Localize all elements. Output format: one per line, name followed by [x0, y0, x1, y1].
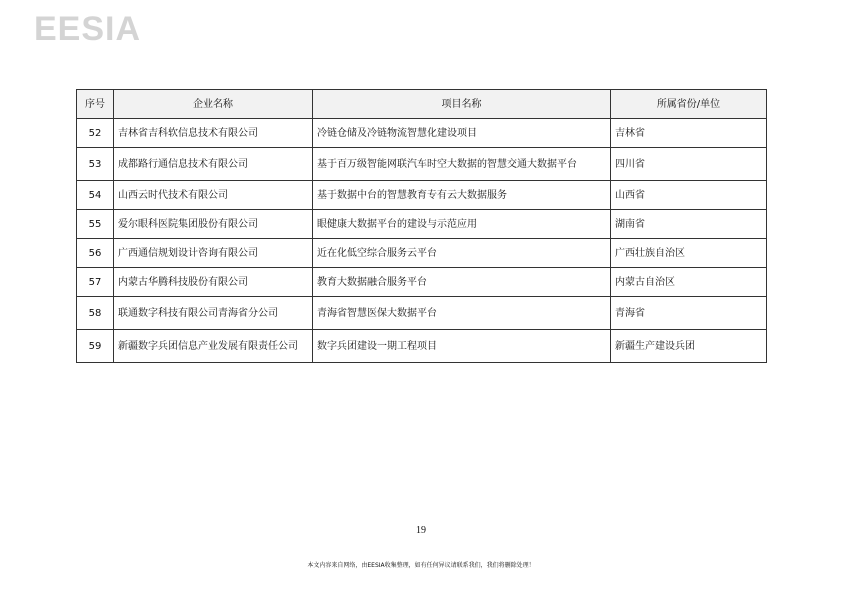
company-name-cell: 爱尔眼科医院集团股份有限公司	[114, 210, 313, 239]
table-row	[77, 297, 767, 330]
row-number: 59	[77, 330, 114, 363]
province-cell: 吉林省	[611, 119, 767, 148]
project-name-cell: 冷链仓储及冷链物流智慧化建设项目	[313, 119, 611, 148]
project-name-cell: 近在化低空综合服务云平台	[313, 239, 611, 268]
table-row	[77, 330, 767, 363]
project-name-cell: 教育大数据融合服务平台	[313, 268, 611, 297]
province-cell: 新疆生产建设兵团	[611, 330, 767, 363]
province-cell: 青海省	[611, 297, 767, 330]
company-name-cell: 广西通信规划设计咨询有限公司	[114, 239, 313, 268]
row-number: 52	[77, 119, 114, 148]
row-number: 54	[77, 181, 114, 210]
company-name-cell: 新疆数字兵团信息产业发展有限责任公司	[114, 330, 313, 363]
company-name-cell: 吉林省吉科软信息技术有限公司	[114, 119, 313, 148]
project-name-cell: 基于数据中台的智慧教育专有云大数据服务	[313, 181, 611, 210]
province-cell: 山西省	[611, 181, 767, 210]
row-number: 53	[77, 148, 114, 181]
header-province-unit: 所属省份/单位	[611, 90, 767, 119]
province-cell: 内蒙古自治区	[611, 268, 767, 297]
enterprise-project-table	[76, 89, 767, 363]
header-company-name: 企业名称	[114, 90, 313, 119]
page-number: 19	[416, 525, 426, 536]
footer-disclaimer: 本文内容来自网络，由EESIA收集整理，如有任何异议请联系我们，我们将删除处理！	[307, 562, 535, 569]
header-project-name: 项目名称	[313, 90, 611, 119]
company-name-cell: 内蒙古华腾科技股份有限公司	[114, 268, 313, 297]
table-header-row	[77, 90, 767, 119]
project-name-cell: 数字兵团建设一期工程项目	[313, 330, 611, 363]
company-name-cell: 联通数字科技有限公司青海省分公司	[114, 297, 313, 330]
project-name-cell: 青海省智慧医保大数据平台	[313, 297, 611, 330]
table-row	[77, 239, 767, 268]
header-serial-number: 序号	[77, 90, 114, 119]
province-cell: 四川省	[611, 148, 767, 181]
province-cell: 湖南省	[611, 210, 767, 239]
table-row	[77, 210, 767, 239]
company-name-cell: 成都路行通信息技术有限公司	[114, 148, 313, 181]
project-name-cell: 眼健康大数据平台的建设与示范应用	[313, 210, 611, 239]
eesia-logo: EESIA	[34, 10, 142, 48]
company-name-cell: 山西云时代技术有限公司	[114, 181, 313, 210]
project-name-cell: 基于百万级智能网联汽车时空大数据的智慧交通大数据平台	[313, 148, 611, 181]
row-number: 57	[77, 268, 114, 297]
table-row	[77, 268, 767, 297]
province-cell: 广西壮族自治区	[611, 239, 767, 268]
row-number: 56	[77, 239, 114, 268]
table-row	[77, 148, 767, 181]
table-row	[77, 119, 767, 148]
row-number: 58	[77, 297, 114, 330]
table-row	[77, 181, 767, 210]
row-number: 55	[77, 210, 114, 239]
